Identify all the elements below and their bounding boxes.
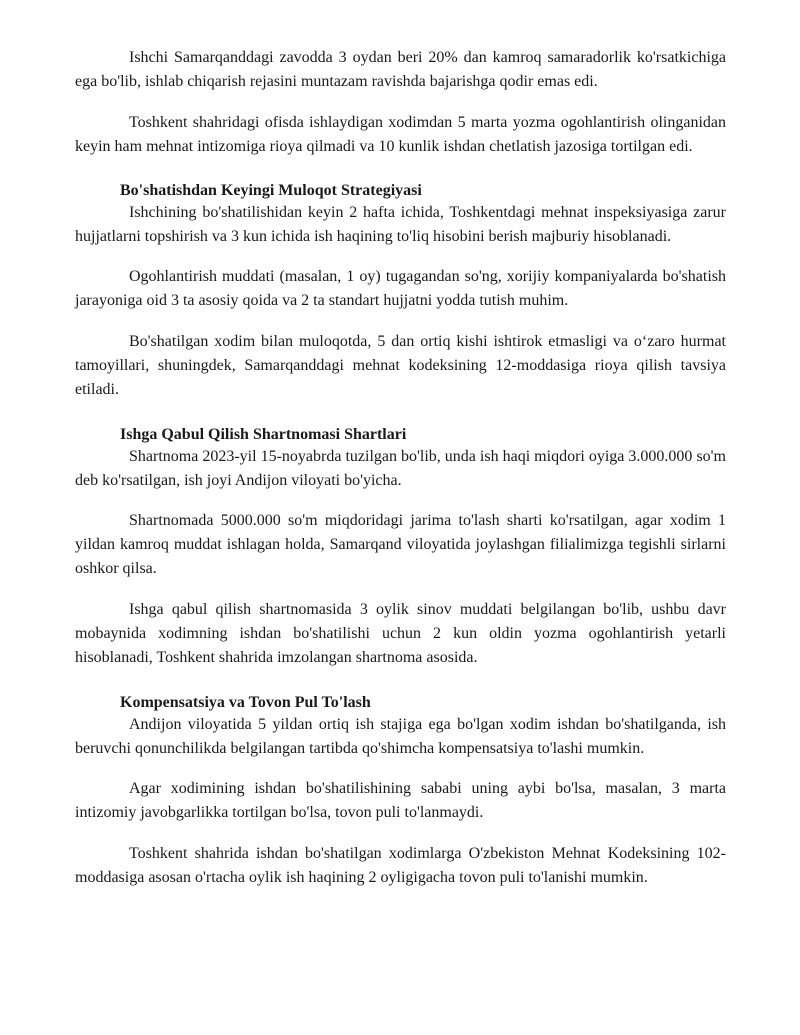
paragraph: Ishchi Samarqanddagi zavodda 3 oydan beri 20% dan kamroq samaradorlik ko'rsatkichiga ega bo'lib, ishlab chiqarish rejasini muntazam ravishda bajarishga qodir emas edi. (75, 49, 726, 90)
paragraph: Shartnomada 5000.000 so'm miqdoridagi jarima to'lash sharti ko'rsatilgan, agar xodim 1 yildan kamroq muddat ishlagan holda, Samarqand viloyatida joylashgan filialimizga tegishli sirlarni oshkor qilsa. (75, 512, 726, 577)
paragraph: Ishga qabul qilish shartnomasida 3 oylik sinov muddati belgilangan bo'lib, ushbu davr mobaynida xodimning ishdan bo'shatilishi uchun 2 kun oldin yozma ogohlantirish yetarli hisoblanadi, Toshkent shahrida imzolangan shartnoma asosida. (75, 600, 726, 666)
paragraph: Andijon viloyatida 5 yildan ortiq ish stajiga ega bo'lgan xodim ishdan bo'shatilganda, ish beruvchi qonunchilikda belgilangan tartibda qo'shimcha kompensatsiya to'lashi mumkin. (75, 715, 726, 757)
section-heading: Ishga Qabul Qilish Shartnomasi Shartlari (120, 425, 407, 443)
paragraph: Toshkent shahrida ishdan bo'shatilgan xodimlarga O'zbekiston Mehnat Kodeksining 102-moddasiga asosan o'rtacha oylik ish haqining 2 oyligigacha tovon puli to'lanishi mumkin. (75, 844, 726, 886)
paragraph: Bo'shatilgan xodim bilan muloqotda, 5 dan ortiq kishi ishtirok etmasligi va o‘zaro hurmat tamoyillari, shuningdek, Samarqanddagi mehnat kodeksining 12-moddasiga rioya qilish tavsiya etiladi. (75, 332, 726, 398)
paragraph: Ishchining bo'shatilishidan keyin 2 hafta ichida, Toshkentdagi mehnat inspeksiyasiga zarur hujjatlarni topshirish va 3 kun ichida ish haqining to'liq hisobini berish majburiy hisoblanadi. (75, 203, 726, 245)
paragraph: Toshkent shahridagi ofisda ishlaydigan xodimdan 5 marta yozma ogohlantirish olinganidan keyin ham mehnat intizomiga rioya qilmadi va 10 kunlik ishdan chetlatish jazosiga tortilgan edi. (75, 113, 726, 155)
paragraph: Ogohlantirish muddati (masalan, 1 oy) tugagandan so'ng, xorijiy kompaniyalarda bo'shatish jarayoniga oid 3 ta asosiy qoida va 2 ta standart hujjatni yodda tutish muhim. (75, 268, 726, 309)
paragraph: Agar xodimining ishdan bo'shatilishining sababi uning aybi bo'lsa, masalan, 3 marta intizomiy javobgarlikka tortilgan bo'lsa, tovon puli to'lanmaydi. (75, 780, 726, 821)
section-heading: Bo'shatishdan Keyingi Muloqot Strategiyasi (120, 181, 422, 199)
document-page (75, 46, 726, 890)
section-heading: Kompensatsiya va Tovon Pul To'lash (120, 693, 371, 711)
paragraph: Shartnoma 2023-yil 15-noyabrda tuzilgan bo'lib, unda ish haqi miqdori oyiga 3.000.000 so'm deb ko'rsatilgan, ish joyi Andijon viloyati bo'yicha. (75, 447, 726, 489)
